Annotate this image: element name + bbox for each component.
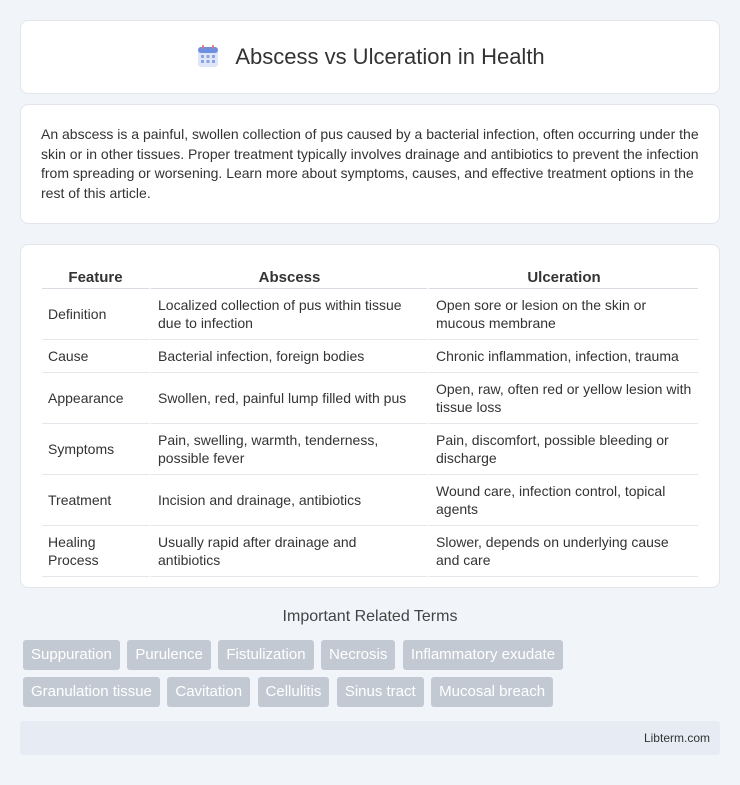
table-row (42, 424, 698, 475)
tag-necrosis[interactable]: Necrosis (321, 640, 395, 670)
row-feature: Healing Process (42, 526, 149, 577)
tag-inflammatory-exudate[interactable]: Inflammatory exudate (403, 640, 563, 670)
row-feature: Treatment (42, 475, 149, 526)
table-row (42, 526, 698, 577)
row-ulceration: Slower, depends on underlying cause and care (427, 526, 698, 577)
row-abscess: Usually rapid after drainage and antibiotics (149, 526, 427, 577)
tag-cellulitis[interactable]: Cellulitis (258, 677, 330, 707)
footer-site-link[interactable]: Libterm.com (643, 731, 710, 745)
comparison-table (42, 265, 698, 577)
tag-purulence[interactable]: Purulence (127, 640, 211, 670)
comparison-card (20, 244, 720, 588)
footer (20, 721, 720, 755)
row-feature: Symptoms (42, 424, 149, 475)
tag-mucosal-breach[interactable]: Mucosal breach (431, 677, 553, 707)
tag-sinus-tract[interactable]: Sinus tract (337, 677, 424, 707)
row-feature: Definition (42, 289, 149, 340)
related-terms-title: Important Related Terms (282, 608, 458, 625)
tag-granulation-tissue[interactable]: Granulation tissue (23, 677, 160, 707)
intro-card (20, 104, 720, 224)
header-abscess: Abscess (149, 265, 427, 289)
row-abscess: Localized collection of pus within tissue due to infection (149, 289, 427, 340)
row-ulceration: Open, raw, often red or yellow lesion with tissue loss (427, 373, 698, 424)
row-ulceration: Open sore or lesion on the skin or mucous membrane (427, 289, 698, 340)
row-abscess: Incision and drainage, antibiotics (149, 475, 427, 526)
title-card (20, 20, 720, 94)
row-abscess: Bacterial infection, foreign bodies (149, 340, 427, 373)
row-abscess: Pain, swelling, warmth, tenderness, possible fever (149, 424, 427, 475)
table-row (42, 373, 698, 424)
row-ulceration: Wound care, infection control, topical agents (427, 475, 698, 526)
table-row (42, 475, 698, 526)
related-tags (23, 640, 723, 714)
tag-fistulization[interactable]: Fistulization (218, 640, 313, 670)
calendar-grid-icon (195, 44, 221, 70)
intro-text: An abscess is a painful, swollen collection of pus caused by a bacterial infection, often occurring under the skin or in other tissues. Proper treatment typically involves drainage and antibiotics to prevent the infection from spreading or worsening. Learn more about symptoms, causes, and effective treatment options in the rest of this article. (41, 126, 699, 201)
row-abscess: Swollen, red, painful lump filled with pus (149, 373, 427, 424)
row-feature: Appearance (42, 373, 149, 424)
header-ulceration: Ulceration (427, 265, 698, 289)
row-ulceration: Chronic inflammation, infection, trauma (427, 340, 698, 373)
header-feature: Feature (42, 265, 149, 289)
page-title: Abscess vs Ulceration in Health (235, 44, 545, 69)
row-feature: Cause (42, 340, 149, 373)
table-row (42, 289, 698, 340)
table-row (42, 340, 698, 373)
row-ulceration: Pain, discomfort, possible bleeding or discharge (427, 424, 698, 475)
tag-cavitation[interactable]: Cavitation (167, 677, 250, 707)
tag-suppuration[interactable]: Suppuration (23, 640, 120, 670)
table-header-row (42, 265, 698, 289)
